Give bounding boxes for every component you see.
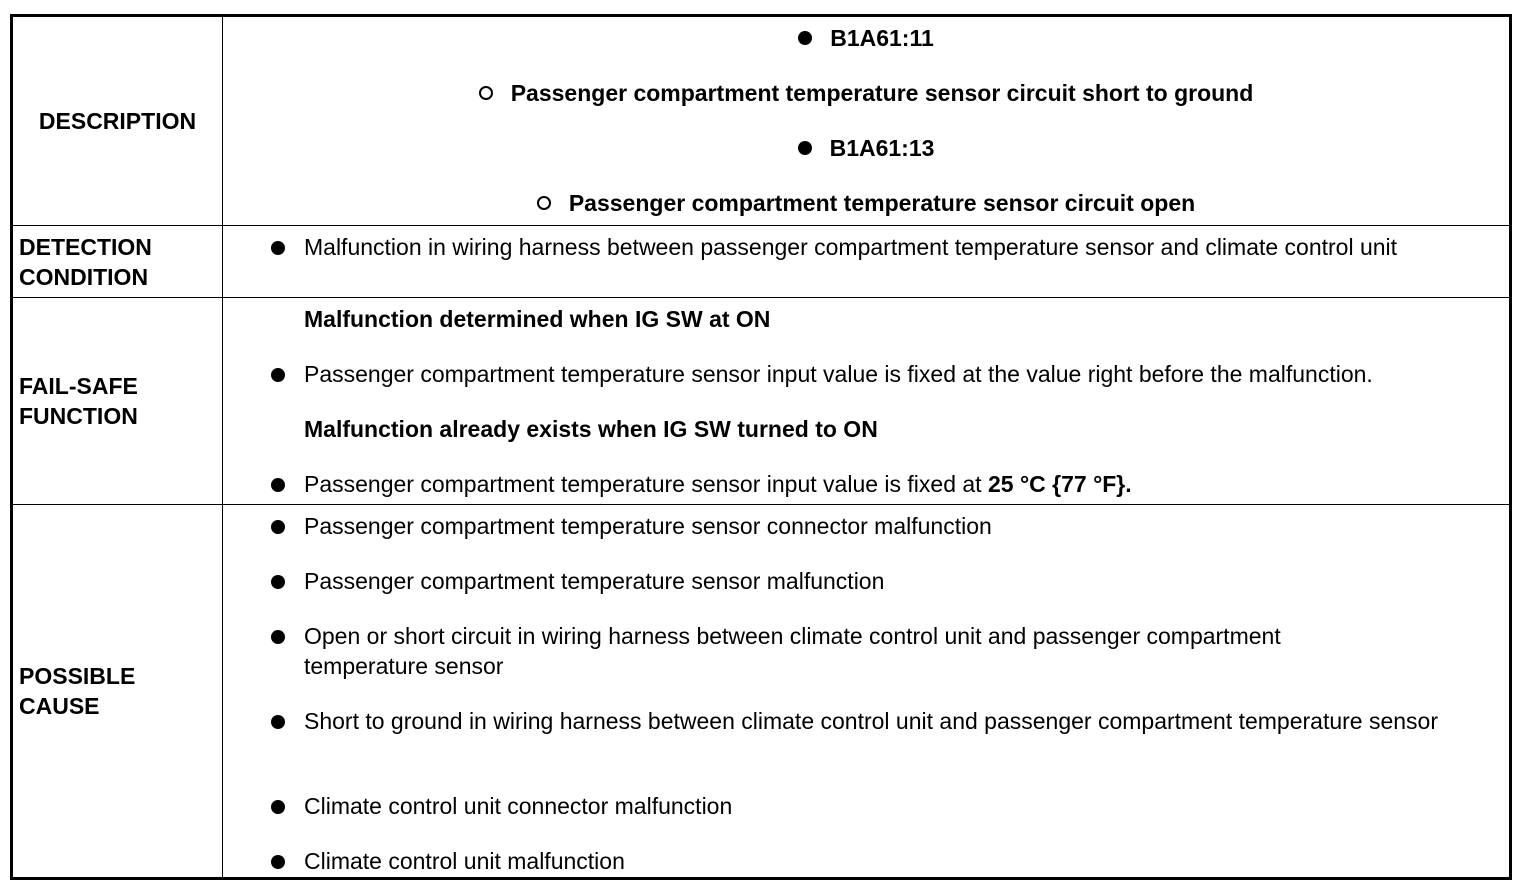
condition-heading: Malfunction already exists when IG SW turned to ON [304, 416, 878, 442]
possible-cause-label [13, 661, 135, 721]
condition-heading: Malfunction determined when IG SW at ON [304, 306, 771, 332]
fail-safe-row [13, 298, 1509, 505]
list-item: Short to ground in wiring harness between climate control unit and passenger compartment temperature sensor [304, 708, 1438, 734]
list-item: Passenger compartment temperature sensor malfunction [304, 568, 885, 594]
bullet-icon [271, 241, 285, 255]
fail-safe-content [223, 298, 1509, 504]
description-label: DESCRIPTION [38, 108, 197, 134]
description-label-cell [13, 17, 223, 225]
description-content [223, 17, 1509, 225]
open-bullet-icon [537, 196, 551, 210]
description-item [223, 133, 1509, 163]
label-line: FUNCTION [19, 403, 138, 429]
bullet-icon [271, 855, 285, 869]
bullet-icon [798, 141, 812, 155]
label-line: FAIL-SAFE [19, 373, 138, 399]
label-line: CAUSE [19, 693, 100, 719]
detection-condition-row [13, 226, 1509, 298]
bullet-icon [271, 520, 285, 534]
dtc-code: B1A61:11 [830, 25, 934, 51]
detection-condition-label-cell [13, 226, 223, 297]
bullet-icon [271, 800, 285, 814]
possible-cause-content [223, 505, 1509, 877]
bullet-icon [798, 31, 812, 45]
bullet-icon [271, 630, 285, 644]
fixed-temperature-value: 25 °C {77 °F}. [987, 471, 1132, 497]
description-item [223, 23, 1509, 53]
description-item [223, 188, 1509, 218]
detection-condition-content [223, 226, 1509, 297]
bullet-icon [271, 368, 285, 382]
fail-safe-label-cell [13, 298, 223, 504]
dtc-description: Passenger compartment temperature sensor circuit short to ground [510, 80, 1254, 106]
bullet-icon [271, 575, 285, 589]
fail-safe-label [13, 371, 138, 431]
detection-condition-label [13, 232, 152, 292]
possible-cause-label-cell [13, 505, 223, 877]
list-item: Passenger compartment temperature sensor input value is fixed at the value right before the malfunction. [304, 361, 1373, 387]
label-line: POSSIBLE [19, 663, 136, 689]
dtc-description: Passenger compartment temperature sensor circuit open [568, 190, 1196, 216]
bullet-icon [271, 478, 285, 492]
label-line: CONDITION [19, 263, 149, 290]
troubleshooting-table [10, 14, 1512, 880]
description-item [223, 78, 1509, 108]
possible-cause-row [13, 505, 1509, 877]
label-line: DETECTION [19, 233, 152, 260]
list-item: Passenger compartment temperature sensor connector malfunction [304, 513, 992, 539]
list-item: Malfunction in wiring harness between passenger compartment temperature sensor and climate control unit [304, 234, 1398, 260]
bullet-icon [271, 715, 285, 729]
open-bullet-icon [479, 86, 493, 100]
list-item: Open or short circuit in wiring harness between climate control unit and passenger compartment temperature sensor [304, 623, 1281, 679]
list-item [304, 469, 1479, 499]
list-item: Climate control unit connector malfunction [304, 793, 733, 819]
list-item: Climate control unit malfunction [304, 848, 625, 874]
dtc-code: B1A61:13 [829, 135, 935, 161]
item-text: Passenger compartment temperature sensor input value is fixed at [304, 471, 988, 497]
description-row [13, 17, 1509, 226]
